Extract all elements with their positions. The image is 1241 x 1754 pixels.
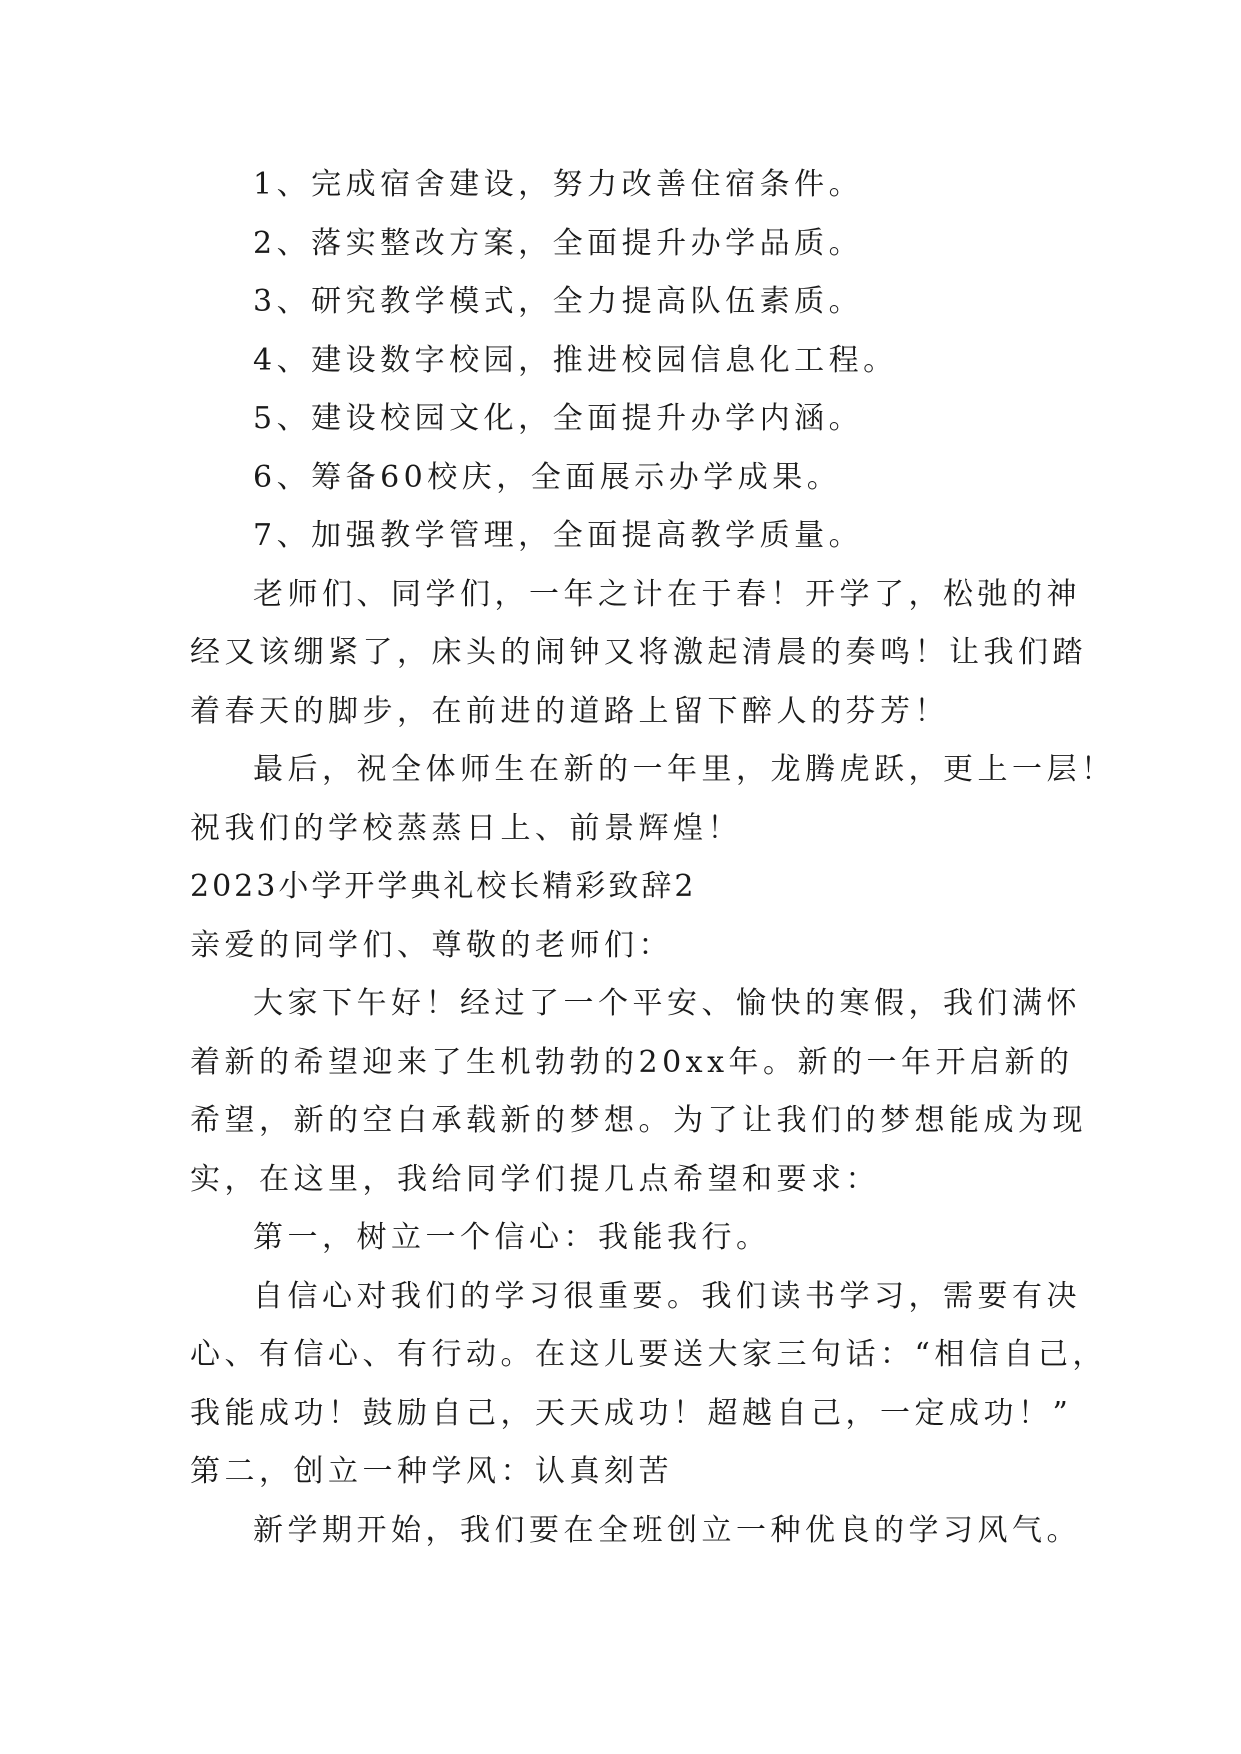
list-item: 3、研究教学模式，全力提高队伍素质。: [253, 284, 864, 319]
paragraph-greeting: [190, 975, 1087, 1209]
point-one-heading: 第一，树立一个信心：我能我行。: [253, 1220, 771, 1255]
salutation: 亲爱的同学们、尊敬的老师们：: [190, 927, 673, 963]
paragraph-final: [190, 741, 1116, 858]
paragraph-line: 大家下午好！经过了一个平安、愉快的寒假，我们满怀: [253, 986, 1081, 1021]
list-item: 5、建设校园文化，全面提升办学内涵。: [253, 401, 864, 436]
list-item: 7、加强教学管理，全面提高教学质量。: [253, 518, 864, 553]
paragraph-line: 老师们、同学们，一年之计在于春！开学了，松弛的神: [253, 576, 1081, 612]
paragraph-line: 经又该绷紧了，床头的闹钟又将激起清晨的奏鸣！让我们踏: [190, 635, 1087, 670]
paragraph-spring: [190, 566, 1087, 742]
numbered-list: [190, 156, 1070, 566]
paragraph-line: 着春天的脚步，在前进的道路上留下醉人的芬芳！: [190, 693, 949, 729]
paragraph-line: 最后，祝全体师生在新的一年里，龙腾虎跃，更上一层！: [253, 752, 1116, 787]
paragraph-line: 着新的希望迎来了生机勃勃的20xx年。新的一年开启新的: [190, 1044, 1074, 1080]
list-item: 1、完成宿舍建设，努力改善住宿条件。: [253, 167, 864, 202]
paragraph-line: 自信心对我们的学习很重要。我们读书学习，需要有决: [253, 1278, 1081, 1314]
paragraph-study: [190, 1502, 1081, 1561]
paragraph-line: 希望，新的空白承载新的梦想。为了让我们的梦想能成为现: [190, 1103, 1087, 1138]
paragraph-line: 心、有信心、有行动。在这儿要送大家三句话：“相信自己，: [190, 1337, 1107, 1372]
paragraph-confidence: [190, 1268, 1107, 1444]
list-item: 4、建设数字校园，推进校园信息化工程。: [253, 342, 898, 378]
paragraph-line: 我能成功！鼓励自己，天天成功！超越自己，一定成功！”: [190, 1395, 1073, 1431]
document-body: [190, 156, 1116, 1560]
point-two-heading: 第二，创立一种学风：认真刻苦: [190, 1454, 673, 1489]
section-title: 2023小学开学典礼校长精彩致辞2: [190, 869, 697, 904]
list-item: 6、筹备60校庆，全面展示办学成果。: [253, 459, 842, 495]
list-item: 2、落实整改方案，全面提升办学品质。: [253, 225, 864, 261]
paragraph-line: 实，在这里，我给同学们提几点希望和要求：: [190, 1161, 880, 1197]
paragraph-line: 新学期开始，我们要在全班创立一种优良的学习风气。: [253, 1512, 1081, 1548]
paragraph-line: 祝我们的学校蒸蒸日上、前景辉煌！: [190, 810, 742, 846]
